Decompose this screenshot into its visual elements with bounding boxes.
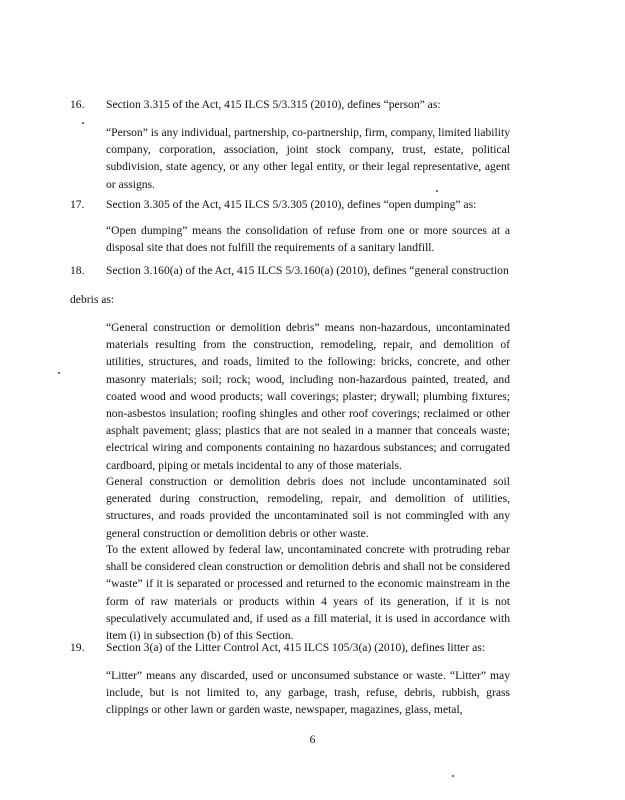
scan-speck — [436, 190, 438, 192]
item-18-number: 18. — [70, 264, 85, 277]
item-16-number: 16. — [70, 98, 85, 111]
item-16-quote: “Person” is any individual, partnership, co-partnership, firm, company, limited liability company, corporation, association, joint stock company, trust, estate, political subdivision, state agency, or any other legal entity, or their legal representative, agent or assigns. — [106, 126, 510, 191]
item-19-heading: Section 3(a) of the Litter Control Act, 415 ILCS 105/3(a) (2010), defines litter as: — [106, 641, 485, 654]
item-16-heading: Section 3.315 of the Act, 415 ILCS 5/3.315 (2010), defines “person” as: — [106, 98, 441, 111]
item-18-quote-exclusion: General construction or demolition debris does not include uncontaminated soil generated during construction, remodeling, repair, and demolition of utilities, structures, and roads provided the uncontaminated soil is not commingled with any general construction or demolition debris or other waste. — [106, 475, 510, 540]
page-number: 6 — [309, 733, 316, 746]
item-18-heading-continued: debris as: — [70, 293, 115, 306]
item-17-number: 17. — [70, 198, 85, 211]
item-17-heading: Section 3.305 of the Act, 415 ILCS 5/3.305 (2010), defines “open dumping” as: — [106, 198, 477, 211]
scan-speck — [58, 372, 60, 374]
scan-speck — [82, 122, 84, 124]
item-18-quote-definition: “General construction or demolition debris” means non-hazardous, uncontaminated materials resulting from the construction, remodeling, repair, and demolition of utilities, structures, and roads, limited to the following: bricks, concrete, and other masonry materials; soil; rock; wood, including non-hazardous painted, treated, and coated wood and wood products; wall coverings; plaster; drywall; plumbing fixtures; non-asbestos insulation; roofing shingles and other roof coverings; reclaimed or other asphalt pavement; glass; plastics that are not sealed in a manner that conceals waste; electrical wiring and components containing no hazardous substances; and corrugated cardboard, piping or metals incidental to any of those materials. — [106, 321, 510, 472]
item-18-heading: Section 3.160(a) of the Act, 415 ILCS 5/3.160(a) (2010), defines “general construction — [106, 264, 509, 277]
item-17-quote: “Open dumping” means the consolidation of refuse from one or more sources at a disposal site that does not fulfill the requirements of a sanitary landfill. — [106, 224, 510, 255]
item-18-quote-concrete: To the extent allowed by federal law, uncontaminated concrete with protruding rebar shall be considered clean construction or demolition debris and shall not be considered “waste” if it is separated or processed and returned to the economic mainstream in the form of raw materials or products within 4 years of its generation, if it is not speculatively accumulated and, if used as a fill material, it is used in accordance with item (i) in subsection (b) of this Section. — [106, 543, 510, 643]
scan-speck — [452, 775, 454, 777]
item-19-number: 19. — [70, 641, 85, 654]
item-19-quote: “Litter” means any discarded, used or unconsumed substance or waste. “Litter” may include, but is not limited to, any garbage, trash, refuse, debris, rubbish, grass clippings or other lawn or garden waste, newspaper, magazines, glass, metal, — [106, 669, 510, 717]
